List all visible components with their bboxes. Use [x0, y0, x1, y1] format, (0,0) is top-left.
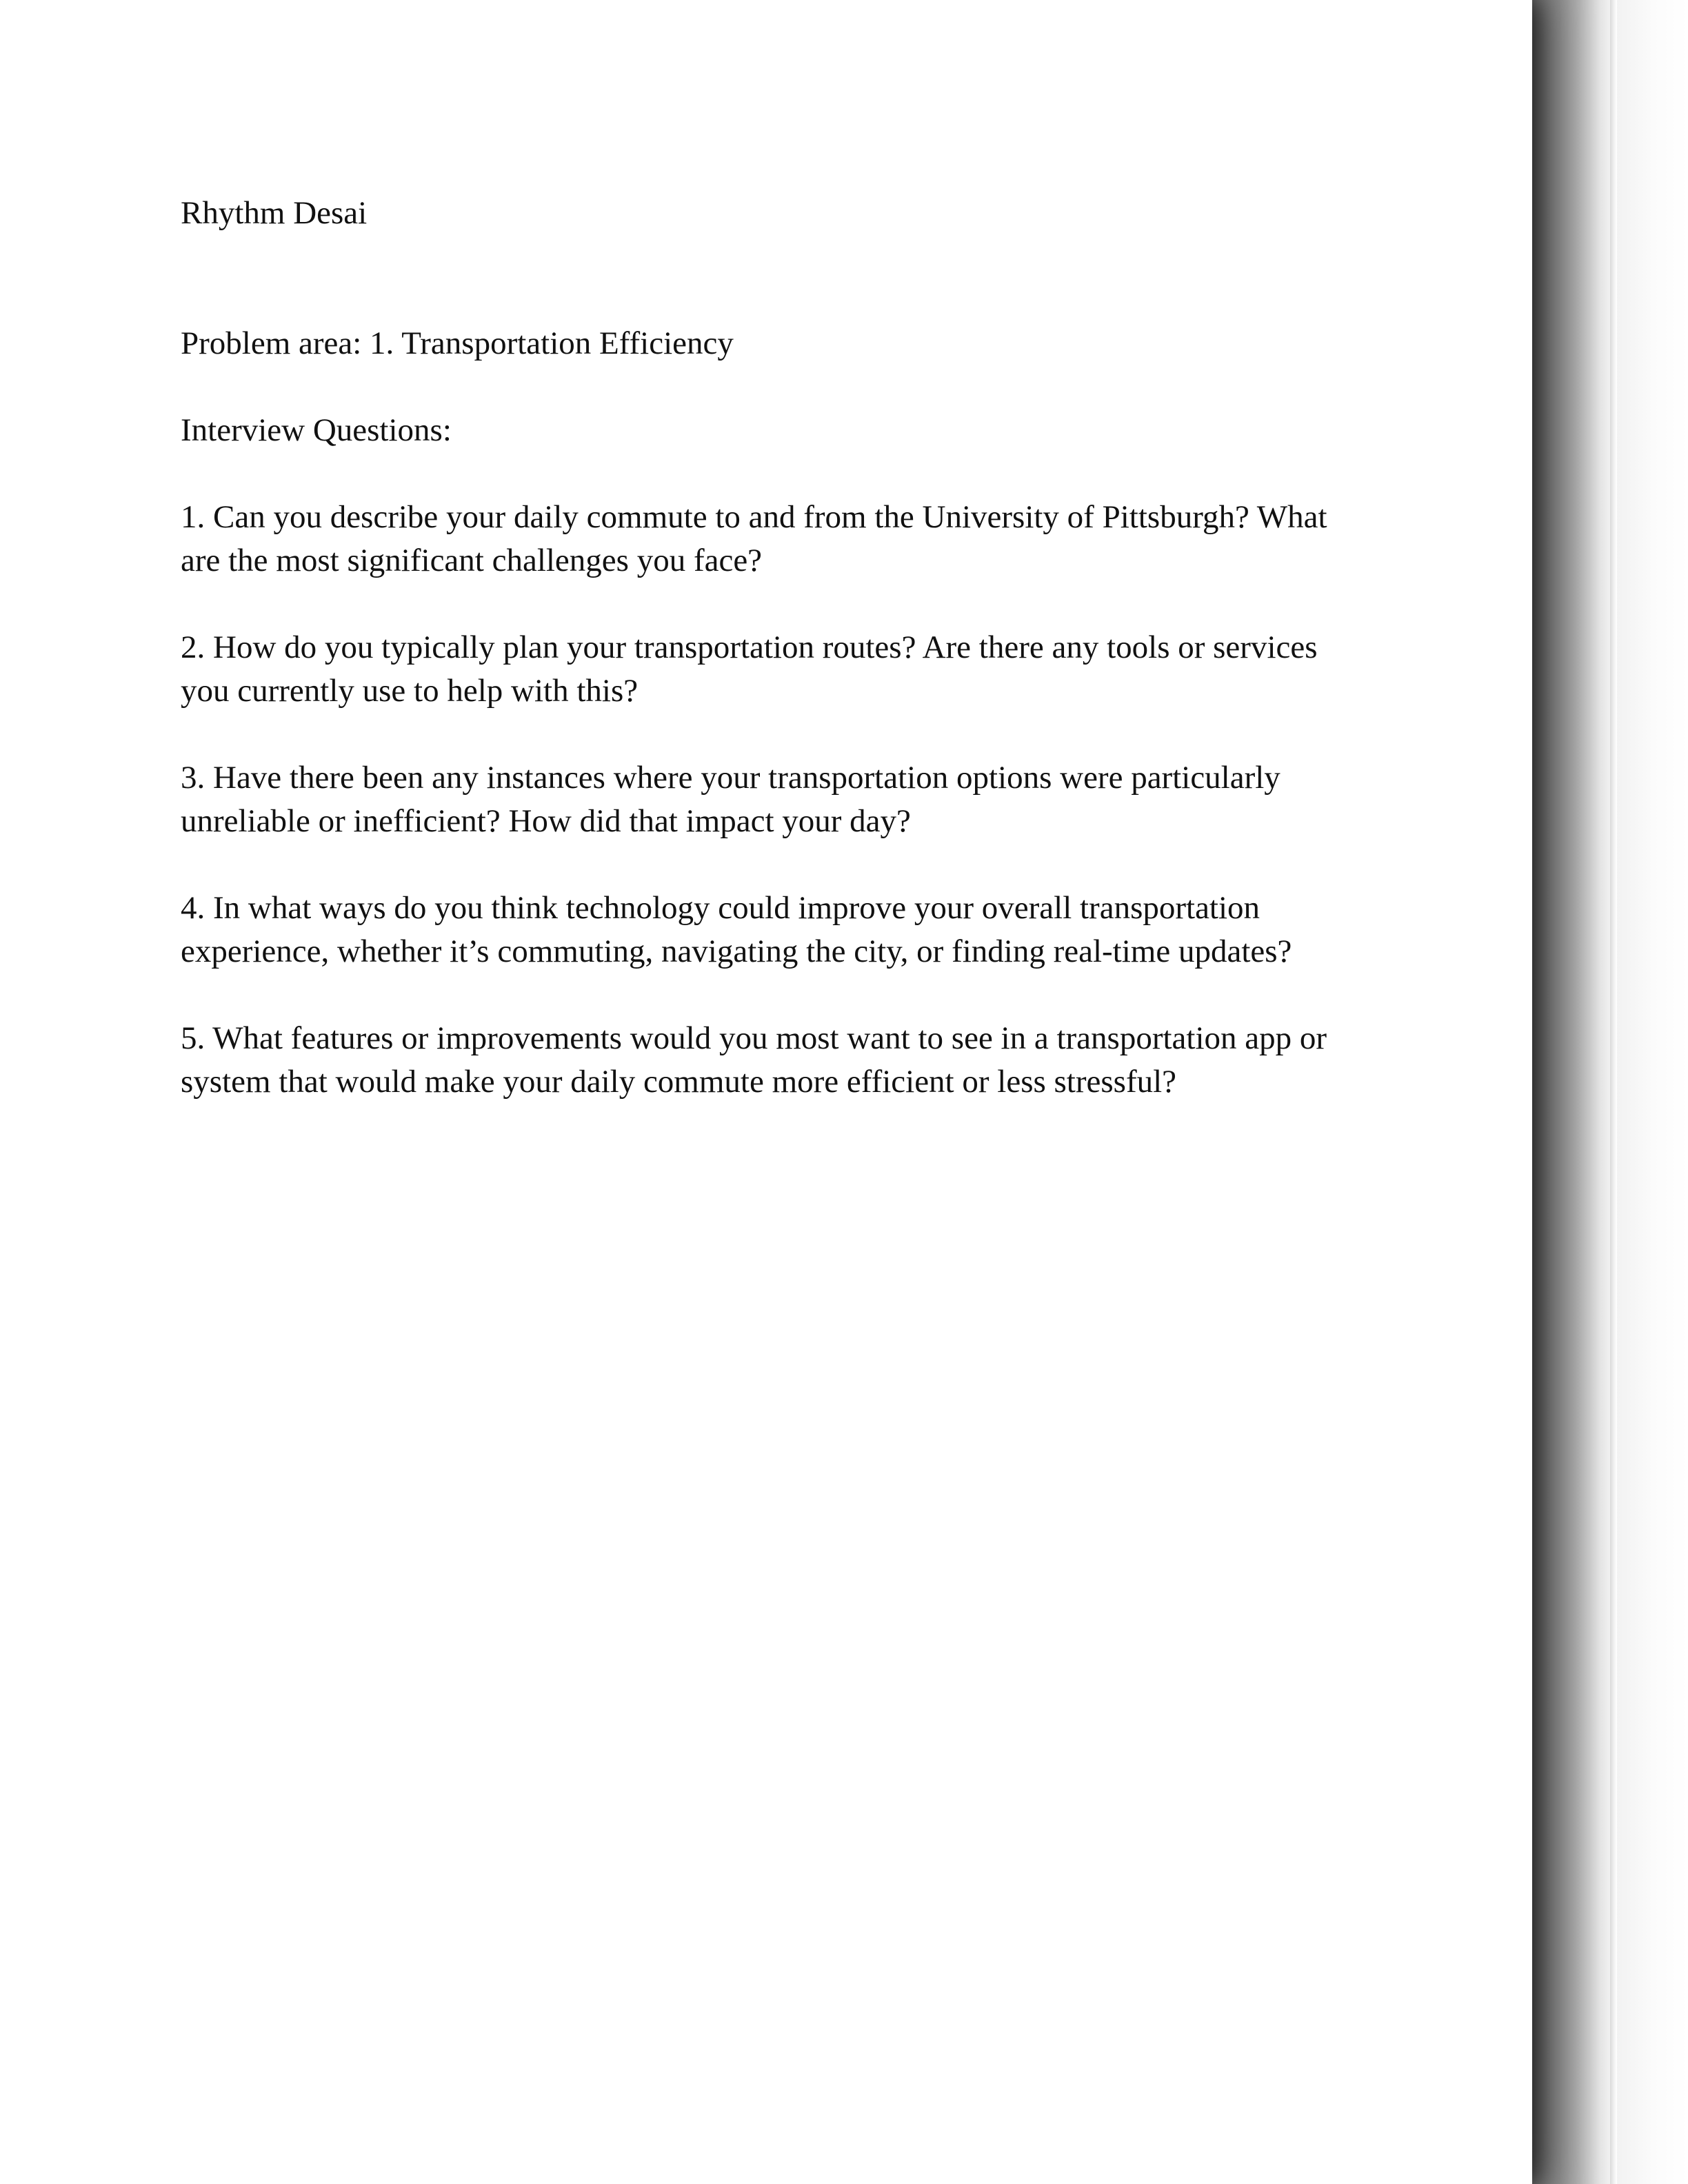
- question-4: 4. In what ways do you think technology could improve your overall transportation experience, whether it’s commuting, navigating the city, or finding real-time updates?: [181, 890, 1292, 969]
- question-5: 5. What features or improvements would you most want to see in a transportation app or system that would make your daily commute more efficient or less stressful?: [181, 1020, 1327, 1100]
- author-name: Rhythm Desai: [181, 195, 368, 231]
- question-1: 1. Can you describe your daily commute to and from the University of Pittsburgh? What are the most significant challenges you face?: [181, 499, 1327, 578]
- page-edge-highlight: [1610, 0, 1617, 2184]
- question-3: 3. Have there been any instances where your transportation options were particularly unreliable or inefficient? How did that impact your day?: [181, 760, 1280, 839]
- document-body: [181, 192, 1367, 1104]
- questions-heading: Interview Questions:: [181, 412, 452, 448]
- page-edge-shadow: [1532, 0, 1611, 2184]
- question-2: 2. How do you typically plan your transportation routes? Are there any tools or services you currently use to help with this?: [181, 629, 1318, 709]
- background-margin: [1617, 0, 1688, 2184]
- problem-area: Problem area: 1. Transportation Efficiency: [181, 325, 734, 361]
